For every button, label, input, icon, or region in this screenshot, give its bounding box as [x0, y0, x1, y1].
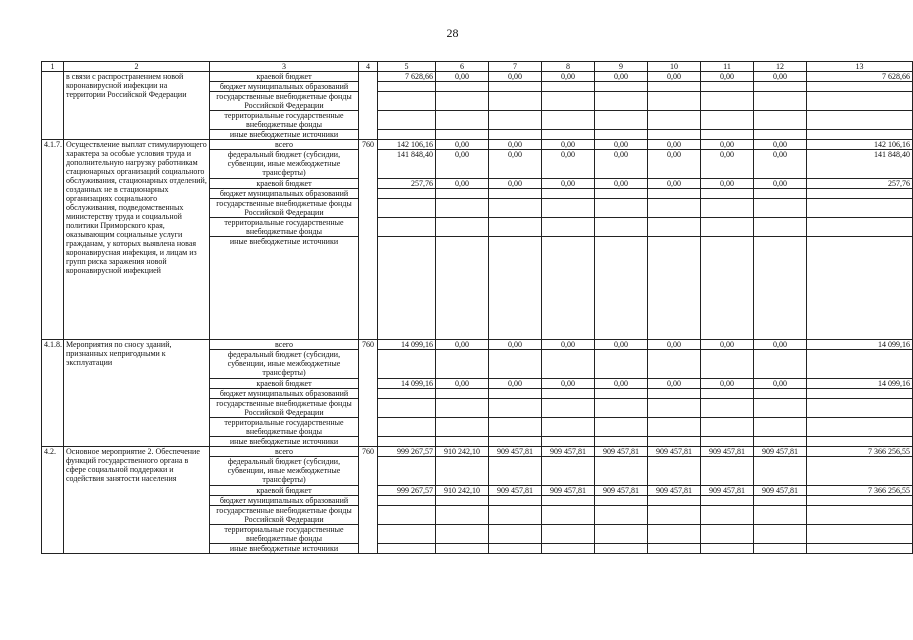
column-header-row: [42, 62, 913, 72]
funding-source: всего: [210, 140, 359, 150]
amount-cell: [595, 237, 648, 340]
funding-source: краевой бюджет: [210, 379, 359, 389]
amount-cell: [595, 437, 648, 447]
amount-cell: [542, 199, 595, 218]
amount-cell: [542, 525, 595, 544]
amount-cell: 0,00: [489, 179, 542, 189]
amount-cell: [489, 496, 542, 506]
amount-cell: [595, 525, 648, 544]
amount-cell: [436, 92, 489, 111]
amount-cell: [595, 92, 648, 111]
amount-cell: [648, 199, 701, 218]
amount-cell: 0,00: [648, 379, 701, 389]
amount-cell: [489, 350, 542, 379]
amount-cell: [754, 389, 807, 399]
amount-cell: [648, 525, 701, 544]
amount-cell: [489, 389, 542, 399]
amount-cell: [648, 399, 701, 418]
funding-source: бюджет муниципальных образований: [210, 389, 359, 399]
column-header: 3: [210, 62, 359, 72]
amount-cell: [701, 389, 754, 399]
funding-source: территориальные государственные внебюджетные фонды: [210, 218, 359, 237]
funding-source: государственные внебюджетные фонды Российской Федерации: [210, 399, 359, 418]
amount-cell: [701, 218, 754, 237]
funding-source: бюджет муниципальных образований: [210, 82, 359, 92]
column-header: 11: [701, 62, 754, 72]
column-header: 9: [595, 62, 648, 72]
amount-cell: [542, 82, 595, 92]
amount-cell: 14 099,16: [378, 340, 436, 350]
funding-source: территориальные государственные внебюджетные фонды: [210, 111, 359, 130]
amount-cell: [489, 437, 542, 447]
amount-cell: [436, 350, 489, 379]
amount-cell: [378, 437, 436, 447]
amount-cell: 0,00: [489, 340, 542, 350]
amount-cell: 909 457,81: [701, 447, 754, 457]
amount-cell: 141 848,40: [807, 150, 913, 179]
amount-cell: [378, 389, 436, 399]
amount-cell: [701, 130, 754, 140]
column-header: 1: [42, 62, 64, 72]
amount-cell: [436, 544, 489, 554]
amount-cell: [378, 199, 436, 218]
amount-cell: 0,00: [595, 340, 648, 350]
amount-cell: [378, 399, 436, 418]
amount-cell: [378, 82, 436, 92]
amount-cell: [807, 525, 913, 544]
table-row: [42, 140, 913, 150]
amount-cell: [542, 399, 595, 418]
amount-cell: 0,00: [701, 179, 754, 189]
amount-cell: [378, 496, 436, 506]
amount-cell: 0,00: [436, 150, 489, 179]
amount-cell: [595, 199, 648, 218]
amount-cell: 0,00: [595, 140, 648, 150]
activity-name: Осуществление выплат стимулирующего характера за особые условия труда и дополнительную нагрузку работникам стационарных организаций социального обслуживания, стационарных отделений, созданных не в стационарных организациях социального обслуживания, подведомственных министерству труда и социальной политики Приморского края, оказывающим социальные услуги гражданам, у которых выявлена новая коронавирусная инфекция, и лицам из групп риска заражения новой коронавирусной инфекцией: [64, 140, 210, 340]
amount-cell: [701, 189, 754, 199]
amount-cell: [701, 92, 754, 111]
amount-cell: 0,00: [542, 150, 595, 179]
amount-cell: 0,00: [542, 379, 595, 389]
amount-cell: [701, 350, 754, 379]
amount-cell: [489, 544, 542, 554]
amount-cell: 14 099,16: [807, 340, 913, 350]
amount-cell: [378, 457, 436, 486]
amount-cell: 0,00: [648, 72, 701, 82]
amount-cell: [807, 389, 913, 399]
amount-cell: [807, 199, 913, 218]
amount-cell: 257,76: [807, 179, 913, 189]
amount-cell: [436, 237, 489, 340]
amount-cell: [436, 418, 489, 437]
column-header: 8: [542, 62, 595, 72]
amount-cell: [807, 350, 913, 379]
amount-cell: [595, 399, 648, 418]
amount-cell: 0,00: [436, 140, 489, 150]
amount-cell: [648, 82, 701, 92]
amount-cell: [595, 544, 648, 554]
amount-cell: [436, 457, 489, 486]
amount-cell: 14 099,16: [807, 379, 913, 389]
amount-cell: 909 457,81: [489, 486, 542, 496]
activity-name: Мероприятия по сносу зданий, признанных непригодными к эксплуатации: [64, 340, 210, 447]
column-header: 6: [436, 62, 489, 72]
amount-cell: [378, 525, 436, 544]
amount-cell: [489, 237, 542, 340]
amount-cell: [754, 418, 807, 437]
table-row: [42, 72, 913, 82]
amount-cell: 7 628,66: [807, 72, 913, 82]
amount-cell: 909 457,81: [701, 486, 754, 496]
activity-code: 4.1.7.: [42, 140, 64, 340]
amount-cell: 0,00: [701, 140, 754, 150]
funding-source: федеральный бюджет (субсидии, субвенции, иные межбюджетные трансферты): [210, 350, 359, 379]
amount-cell: [807, 506, 913, 525]
activity-code: 4.2.: [42, 447, 64, 554]
amount-cell: [595, 418, 648, 437]
amount-cell: [754, 218, 807, 237]
amount-cell: [542, 437, 595, 447]
amount-cell: [542, 350, 595, 379]
amount-cell: [489, 506, 542, 525]
amount-cell: [648, 506, 701, 525]
amount-cell: [807, 399, 913, 418]
amount-cell: [807, 418, 913, 437]
amount-cell: [754, 437, 807, 447]
amount-cell: 0,00: [542, 72, 595, 82]
amount-cell: [378, 218, 436, 237]
table-row: [42, 340, 913, 350]
funding-source: государственные внебюджетные фонды Российской Федерации: [210, 199, 359, 218]
amount-cell: 909 457,81: [754, 486, 807, 496]
amount-cell: [489, 399, 542, 418]
amount-cell: [489, 457, 542, 486]
amount-cell: [648, 496, 701, 506]
amount-cell: [542, 130, 595, 140]
amount-cell: 0,00: [436, 340, 489, 350]
amount-cell: [436, 130, 489, 140]
amount-cell: 14 099,16: [378, 379, 436, 389]
amount-cell: [754, 457, 807, 486]
amount-cell: [807, 111, 913, 130]
funding-source: иные внебюджетные источники: [210, 130, 359, 140]
amount-cell: [595, 218, 648, 237]
amount-cell: 0,00: [754, 72, 807, 82]
amount-cell: [754, 544, 807, 554]
grbs-code: 760: [359, 140, 378, 340]
amount-cell: [542, 92, 595, 111]
funding-source: иные внебюджетные источники: [210, 237, 359, 340]
amount-cell: 0,00: [648, 179, 701, 189]
amount-cell: [542, 457, 595, 486]
amount-cell: 909 457,81: [595, 486, 648, 496]
amount-cell: [701, 418, 754, 437]
funding-source: всего: [210, 340, 359, 350]
amount-cell: [378, 92, 436, 111]
amount-cell: 909 457,81: [754, 447, 807, 457]
grbs-code: 760: [359, 447, 378, 554]
amount-cell: 909 457,81: [542, 447, 595, 457]
amount-cell: 0,00: [648, 150, 701, 179]
activity-code: [42, 72, 64, 140]
amount-cell: 999 267,57: [378, 486, 436, 496]
funding-source: территориальные государственные внебюджетные фонды: [210, 418, 359, 437]
amount-cell: [595, 457, 648, 486]
activity-name: в связи с распространением новой коронавирусной инфекции на территории Российской Федерации: [64, 72, 210, 140]
amount-cell: 0,00: [436, 379, 489, 389]
amount-cell: 0,00: [701, 379, 754, 389]
amount-cell: [436, 218, 489, 237]
amount-cell: [436, 496, 489, 506]
amount-cell: [648, 218, 701, 237]
amount-cell: [807, 82, 913, 92]
amount-cell: 7 628,66: [378, 72, 436, 82]
amount-cell: [754, 199, 807, 218]
amount-cell: [595, 496, 648, 506]
column-header: 2: [64, 62, 210, 72]
amount-cell: 0,00: [436, 179, 489, 189]
amount-cell: [542, 544, 595, 554]
amount-cell: [542, 418, 595, 437]
amount-cell: [595, 506, 648, 525]
amount-cell: [754, 506, 807, 525]
amount-cell: 0,00: [754, 140, 807, 150]
funding-source: иные внебюджетные источники: [210, 544, 359, 554]
amount-cell: 7 366 256,55: [807, 447, 913, 457]
amount-cell: 909 457,81: [648, 447, 701, 457]
amount-cell: 0,00: [701, 340, 754, 350]
funding-source: всего: [210, 447, 359, 457]
amount-cell: [436, 189, 489, 199]
amount-cell: [701, 544, 754, 554]
funding-source: государственные внебюджетные фонды Российской Федерации: [210, 92, 359, 111]
amount-cell: 909 457,81: [542, 486, 595, 496]
amount-cell: [807, 218, 913, 237]
amount-cell: [648, 92, 701, 111]
amount-cell: [807, 457, 913, 486]
amount-cell: [378, 350, 436, 379]
amount-cell: 0,00: [754, 379, 807, 389]
amount-cell: [378, 111, 436, 130]
amount-cell: [701, 525, 754, 544]
funding-source: федеральный бюджет (субсидии, субвенции, иные межбюджетные трансферты): [210, 150, 359, 179]
amount-cell: [489, 82, 542, 92]
amount-cell: [595, 82, 648, 92]
amount-cell: [648, 437, 701, 447]
grbs-code: [359, 72, 378, 140]
amount-cell: 0,00: [489, 150, 542, 179]
amount-cell: [378, 130, 436, 140]
amount-cell: [595, 111, 648, 130]
amount-cell: 0,00: [595, 72, 648, 82]
amount-cell: 142 106,16: [807, 140, 913, 150]
amount-cell: [595, 130, 648, 140]
amount-cell: [807, 189, 913, 199]
amount-cell: [595, 189, 648, 199]
funding-source: бюджет муниципальных образований: [210, 496, 359, 506]
amount-cell: [807, 544, 913, 554]
amount-cell: [701, 111, 754, 130]
amount-cell: [378, 237, 436, 340]
amount-cell: [648, 130, 701, 140]
column-header: 5: [378, 62, 436, 72]
amount-cell: [648, 418, 701, 437]
amount-cell: [701, 237, 754, 340]
amount-cell: [754, 237, 807, 340]
amount-cell: [648, 237, 701, 340]
amount-cell: [754, 82, 807, 92]
amount-cell: [754, 92, 807, 111]
amount-cell: 0,00: [754, 340, 807, 350]
amount-cell: [378, 418, 436, 437]
amount-cell: 910 242,10: [436, 447, 489, 457]
amount-cell: [754, 130, 807, 140]
amount-cell: [701, 457, 754, 486]
funding-source: краевой бюджет: [210, 486, 359, 496]
amount-cell: 0,00: [489, 72, 542, 82]
amount-cell: [648, 457, 701, 486]
amount-cell: [754, 525, 807, 544]
amount-cell: 909 457,81: [648, 486, 701, 496]
amount-cell: [595, 389, 648, 399]
activity-name: Основное мероприятие 2. Обеспечение функций государственного органа в сфере социальной поддержки и содействия занятости населения: [64, 447, 210, 554]
amount-cell: [489, 92, 542, 111]
amount-cell: 0,00: [595, 379, 648, 389]
amount-cell: [542, 496, 595, 506]
funding-source: бюджет муниципальных образований: [210, 189, 359, 199]
amount-cell: 0,00: [701, 72, 754, 82]
amount-cell: [807, 437, 913, 447]
amount-cell: 0,00: [648, 140, 701, 150]
amount-cell: [701, 496, 754, 506]
amount-cell: [436, 111, 489, 130]
amount-cell: [648, 389, 701, 399]
amount-cell: [436, 389, 489, 399]
amount-cell: [489, 199, 542, 218]
amount-cell: [754, 350, 807, 379]
amount-cell: 0,00: [595, 150, 648, 179]
column-header: 13: [807, 62, 913, 72]
amount-cell: [754, 189, 807, 199]
amount-cell: [754, 111, 807, 130]
funding-source: краевой бюджет: [210, 72, 359, 82]
amount-cell: [701, 437, 754, 447]
amount-cell: [701, 82, 754, 92]
amount-cell: [378, 506, 436, 525]
amount-cell: [542, 218, 595, 237]
amount-cell: [436, 525, 489, 544]
amount-cell: 0,00: [754, 150, 807, 179]
amount-cell: 909 457,81: [489, 447, 542, 457]
amount-cell: 0,00: [489, 140, 542, 150]
funding-source: территориальные государственные внебюджетные фонды: [210, 525, 359, 544]
amount-cell: [436, 506, 489, 525]
amount-cell: 0,00: [648, 340, 701, 350]
amount-cell: [648, 350, 701, 379]
amount-cell: 0,00: [595, 179, 648, 189]
amount-cell: [436, 399, 489, 418]
amount-cell: [701, 506, 754, 525]
funding-source: иные внебюджетные источники: [210, 437, 359, 447]
amount-cell: 909 457,81: [595, 447, 648, 457]
amount-cell: [542, 506, 595, 525]
column-header: 4: [359, 62, 378, 72]
amount-cell: [542, 237, 595, 340]
amount-cell: [754, 399, 807, 418]
activity-code: 4.1.8.: [42, 340, 64, 447]
amount-cell: 142 106,16: [378, 140, 436, 150]
amount-cell: [489, 525, 542, 544]
amount-cell: 257,76: [378, 179, 436, 189]
table-row: [42, 447, 913, 457]
amount-cell: [807, 130, 913, 140]
amount-cell: [595, 350, 648, 379]
grbs-code: 760: [359, 340, 378, 447]
amount-cell: [489, 189, 542, 199]
amount-cell: 0,00: [542, 179, 595, 189]
amount-cell: [701, 399, 754, 418]
amount-cell: [542, 189, 595, 199]
amount-cell: [489, 218, 542, 237]
amount-cell: [701, 199, 754, 218]
amount-cell: [489, 130, 542, 140]
amount-cell: [378, 189, 436, 199]
amount-cell: [807, 237, 913, 340]
funding-source: государственные внебюджетные фонды Российской Федерации: [210, 506, 359, 525]
amount-cell: 0,00: [489, 379, 542, 389]
amount-cell: 0,00: [542, 140, 595, 150]
amount-cell: [648, 111, 701, 130]
amount-cell: 141 848,40: [378, 150, 436, 179]
amount-cell: [489, 111, 542, 130]
column-header: 10: [648, 62, 701, 72]
amount-cell: [542, 389, 595, 399]
amount-cell: [436, 437, 489, 447]
column-header: 7: [489, 62, 542, 72]
page-number: 28: [446, 26, 459, 40]
amount-cell: 910 242,10: [436, 486, 489, 496]
amount-cell: 7 366 256,55: [807, 486, 913, 496]
amount-cell: 0,00: [542, 340, 595, 350]
amount-cell: [754, 496, 807, 506]
amount-cell: [378, 544, 436, 554]
amount-cell: [648, 189, 701, 199]
amount-cell: 0,00: [701, 150, 754, 179]
amount-cell: [436, 199, 489, 218]
amount-cell: 0,00: [436, 72, 489, 82]
amount-cell: [648, 544, 701, 554]
funding-source: федеральный бюджет (субсидии, субвенции, иные межбюджетные трансферты): [210, 457, 359, 486]
amount-cell: [489, 418, 542, 437]
amount-cell: [807, 92, 913, 111]
amount-cell: 999 267,57: [378, 447, 436, 457]
amount-cell: [436, 82, 489, 92]
amount-cell: [807, 496, 913, 506]
amount-cell: [542, 111, 595, 130]
budget-table: [41, 61, 913, 554]
funding-source: краевой бюджет: [210, 179, 359, 189]
amount-cell: 0,00: [754, 179, 807, 189]
column-header: 12: [754, 62, 807, 72]
